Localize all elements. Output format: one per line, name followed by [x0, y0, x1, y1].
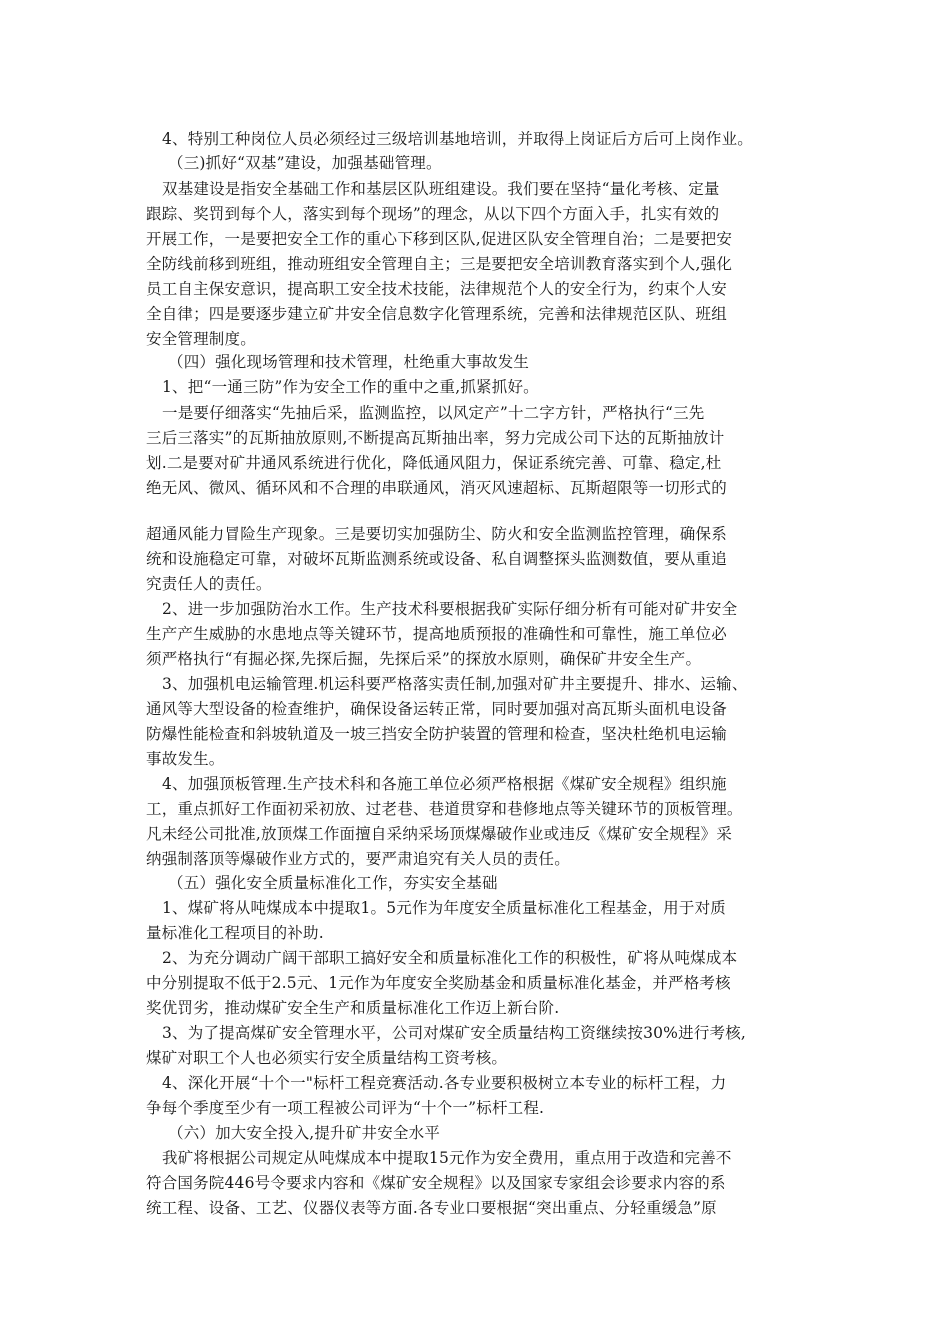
section-heading: （五）强化安全质量标准化工作，夯实安全基础 [168, 874, 498, 892]
text-line: 防爆性能检查和斜坡轨道及一坡三挡安全防护装置的管理和检查，坚决杜绝机电运输 [146, 725, 727, 743]
text-line: 安全管理制度。 [146, 330, 256, 348]
text-line: 员工自主保安意识，提高职工安全技术技能，法律规范个人的安全行为，约束个人安 [146, 280, 727, 298]
text-line: 纳强制落顶等爆破作业方式的，要严肃追究有关人员的责任。 [146, 850, 570, 868]
text-line: 3、为了提高煤矿安全管理水平，公司对煤矿安全质量结构工资继续按30%进行考核, [162, 1024, 747, 1042]
text-line: 4、加强顶板管理.生产技术科和各施工单位必须严格根据《煤矿安全规程》组织施 [162, 775, 727, 793]
text-line: 划.二是要对矿井通风系统进行优化，降低通风阻力，保证系统完善、可靠、稳定,杜 [146, 454, 722, 472]
section-heading: （六）加大安全投入,提升矿井安全水平 [168, 1124, 441, 1142]
text-line: 生产产生威胁的水患地点等关键环节，提高地质预报的准确性和可靠性，施工单位必 [146, 625, 727, 643]
text-line: 工，重点抓好工作面初采初放、过老巷、巷道贯穿和巷修地点等关键环节的顶板管理。 [146, 800, 743, 818]
text-line: 统工程、设备、工艺、仪器仪表等方面.各专业口要根据“突出重点、分轻重缓急”原 [146, 1199, 717, 1217]
text-line: 3、加强机电运输管理.机运科要严格落实责任制,加强对矿井主要提升、排水、运输、 [162, 675, 748, 693]
text-line: 奖优罚劣，推动煤矿安全生产和质量标准化工作迈上新台阶. [146, 999, 560, 1017]
text-line: 全防线前移到班组，推动班组安全管理自主；三是要把安全培训教育落实到个人,强化 [146, 255, 733, 273]
text-line: 统和设施稳定可靠，对破坏瓦斯监测系统或设备、私自调整探头监测数值，要从重追 [146, 550, 727, 568]
text-line: 须严格执行“有掘必探,先探后掘，先探后采”的探放水原则，确保矿井安全生产。 [146, 650, 702, 668]
text-line: 1、把“一通三防”作为安全工作的重中之重,抓紧抓好。 [162, 378, 539, 396]
text-line: 1、煤矿将从吨煤成本中提取1。5元作为年度安全质量标准化工程基金，用于对质 [162, 899, 726, 917]
text-line: 4、特别工种岗位人员必须经过三级培训基地培训，并取得上岗证后方后可上岗作业。 [162, 130, 753, 148]
text-line: 一是要仔细落实“先抽后采，监测监控，以风定产”十二字方针，严格执行“三先 [162, 404, 705, 422]
text-line: 绝无风、微风、循环风和不合理的串联通风，消灭风速超标、瓦斯超限等一切形式的 [146, 479, 727, 497]
text-line: 煤矿对职工个人也必须实行安全质量结构工资考核。 [146, 1049, 508, 1067]
text-line: 2、进一步加强防治水工作。生产技术科要根据我矿实际仔细分析有可能对矿井安全 [162, 600, 738, 618]
text-line: 双基建设是指安全基础工作和基层区队班组建设。我们要在坚持“量化考核、定量 [162, 180, 720, 198]
text-line: 开展工作，一是要把安全工作的重心下移到区队,促进区队安全管理自治；二是要把安 [146, 230, 733, 248]
text-line: 凡未经公司批准,放顶煤工作面擅自采纳采场顶煤爆破作业或违反《煤矿安全规程》采 [146, 825, 733, 843]
text-line: 究责任人的责任。 [146, 575, 272, 593]
section-heading: （三)抓好“双基”建设，加强基础管理。 [168, 154, 442, 172]
text-line: 量标准化工程项目的补助. [146, 924, 324, 942]
text-line: 4、深化开展“十个一"标杆工程竞赛活动.各专业要积极树立本专业的标杆工程，力 [162, 1074, 727, 1092]
text-line: 中分别提取不低于2.5元、1元作为年度安全奖励基金和质量标准化基金，并严格考核 [146, 974, 731, 992]
text-line: 2、为充分调动广阔干部职工搞好安全和质量标准化工作的积极性，矿将从吨煤成本 [162, 949, 738, 967]
text-line: 三后三落实”的瓦斯抽放原则,不断提高瓦斯抽出率，努力完成公司下达的瓦斯抽放计 [146, 429, 725, 447]
text-line: 我矿将根据公司规定从吨煤成本中提取15元作为安全费用，重点用于改造和完善不 [162, 1149, 732, 1167]
text-line: 争每个季度至少有一项工程被公司评为“十个一”标杆工程. [146, 1099, 545, 1117]
text-line: 全自律；四是要逐步建立矿井安全信息数字化管理系统，完善和法律规范区队、班组 [146, 305, 727, 323]
text-line: 跟踪、奖罚到每个人，落实到每个现场”的理念，从以下四个方面入手，扎实有效的 [146, 205, 720, 223]
section-heading: （四）强化现场管理和技术管理，杜绝重大事故发生 [168, 353, 530, 371]
text-line: 通风等大型设备的检查维护，确保设备运转正常，同时要加强对高瓦斯头面机电设备 [146, 700, 727, 718]
text-line: 事故发生。 [146, 750, 225, 768]
text-line: 符合国务院446号令要求内容和《煤矿安全规程》以及国家专家组会诊要求内容的系 [146, 1174, 726, 1192]
text-line: 超通风能力冒险生产现象。三是要切实加强防尘、防火和安全监测监控管理，确保系 [146, 525, 727, 543]
